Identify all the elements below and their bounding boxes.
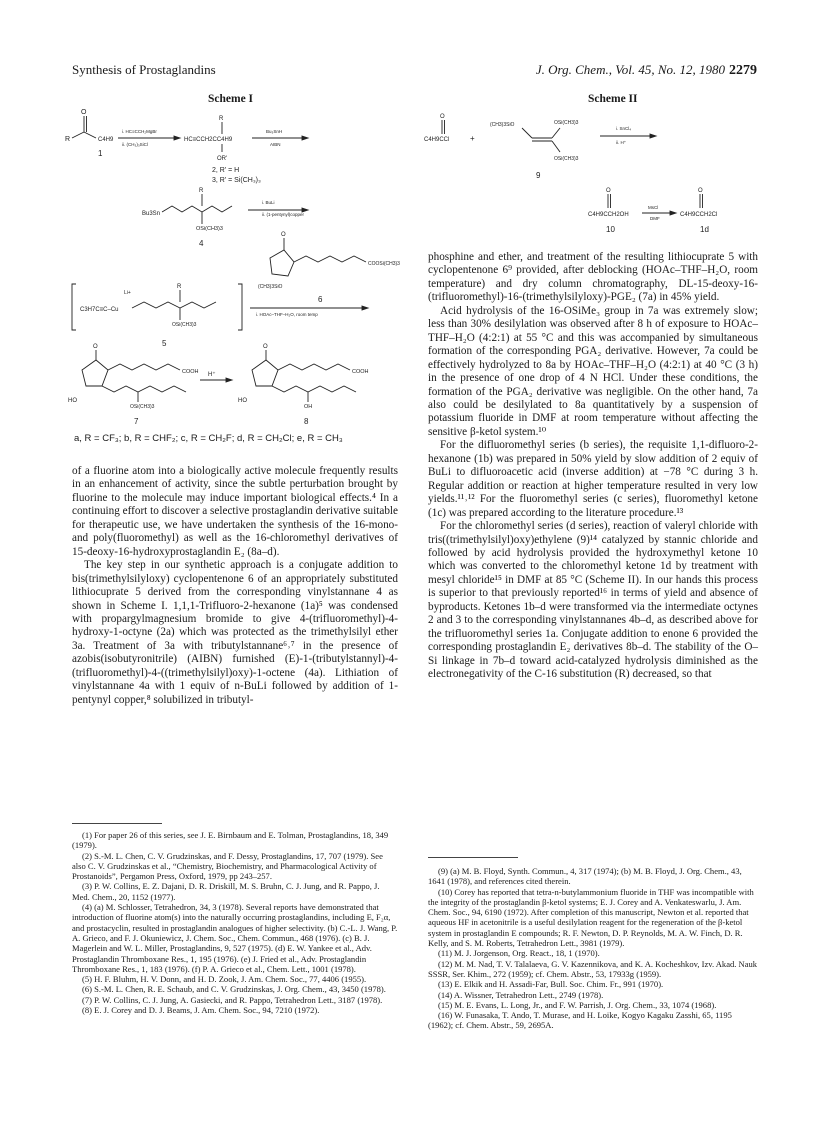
compound-4-structure (142, 188, 232, 232)
footnote-8: (8) E. J. Corey and D. J. Beams, J. Am. Chem. Soc., 94, 7210 (1972). (82, 1005, 320, 1016)
svg-text:O: O (263, 344, 268, 350)
scheme-1-reagent-1a: i. HC≡CCH₂MgBr (122, 129, 157, 134)
footnote-14: (14) A. Wissner, Tetrahedron Lett., 2749 (1978). (438, 989, 604, 1000)
svg-text:R: R (199, 188, 204, 194)
scheme-1-reagent-5: H⁺ (208, 372, 216, 378)
compound-10-structure (588, 188, 629, 218)
svg-text:O: O (698, 188, 703, 194)
compound-2-3-structure (184, 116, 233, 162)
scheme-1-diagram (62, 108, 422, 438)
svg-text:O: O (606, 188, 611, 194)
compound-6-structure (258, 232, 400, 290)
svg-text:HO: HO (238, 398, 247, 404)
compound-1-structure (65, 109, 114, 143)
compound-9-label: 9 (536, 171, 541, 180)
running-head-journal (536, 62, 757, 79)
footnotes-left (72, 830, 398, 1015)
compound-1-label: 1 (98, 149, 103, 158)
footnote-11: (11) M. J. Jorgenson, Org. React., 18, 1 (1970). (438, 948, 600, 959)
svg-text:R: R (219, 116, 224, 122)
svg-text:COOH: COOH (352, 369, 369, 375)
right-para-3: For the difluoromethyl series (b series), the requisite 1,1-difluoro-2-hexanone (1b) was prepared in 50% yield by slow addition of 2 equiv of BuLi to difluoroacetic acid (inverse addition) at −78 °C during 3 h. Regular addition or reaction at higher temperature resulted in very low yields.¹¹˒¹² For the fluoromethyl series (c series), fluoromethyl ketone (1c) was prepared according to the literature procedure.¹³ (428, 439, 758, 519)
footnote-2: (2) S.-M. L. Chen, C. V. Grudzinskas, and F. Dessy, Prostaglandins, 17, 707 (1979). See also C. V. Grudzinskas et al., “Chemistry, Biochemistry, and Pharmacological Activity of Prostanoids”, Pergamon Press, Oxford, 1979, pp 243–257. (72, 850, 383, 882)
footnote-5: (5) H. F. Bluhm, H. V. Donn, and H. D. Zook, J. Am. Chem. Soc., 77, 4406 (1955). (82, 974, 367, 985)
footnote-4: (4) (a) M. Schlosser, Tetrahedron, 34, 3 (1978). Several reports have demonstrated that introduction of fluorine atom(s) into the naturally occurring prostaglandins, including E, F₂α, and prostacyclin, resulted in prostaglandin analogues of higher selectivity. (b) C.-L. J. Wang, P. A. Grieco, and F. J. Okuniewicz, J. Chem. Soc., Chem. Commun., 468 (1976). (c) B. J. Magerlein and W. L. Miller, Prostaglandins, 9, 527 (1975). (d) E. W. Yankee et al., Adv. Prostaglandin Thromboxane Res., 1, 195 (1976). (e) J. Fried et al., Adv. Prostaglandin Thromboxane Res., 1, 183 (1976). (f) P. A. Grieco et al., Chem. Lett., 1001 (1978). (72, 902, 398, 974)
scheme-1-reagent-2a: Bu₃SnH (266, 129, 283, 134)
compound-7-label: 7 (134, 417, 139, 426)
compound-6-label: 6 (318, 295, 323, 304)
scheme-1-reagent-3b: ii. (1-pentynyl)copper (262, 212, 305, 217)
compound-5-label: 5 (162, 339, 167, 348)
svg-text:OSi(CH3)3: OSi(CH3)3 (554, 120, 579, 126)
scheme-1-reagent-2b: AIBN (270, 142, 281, 147)
footnote-9: (9) (a) M. B. Floyd, Synth. Commun., 4, 317 (1974); (b) M. B. Floyd, J. Org. Chem., 43, 1641 (1978), and references cited therein. (428, 866, 742, 887)
compound-1d-label: 1d (700, 225, 709, 234)
svg-text:HO: HO (68, 398, 77, 404)
svg-text:(CH3)3SiO: (CH3)3SiO (258, 284, 283, 290)
svg-text:R: R (177, 284, 182, 290)
scheme-1-reagent-1b: ii. (CH₃)₃SiCl (122, 142, 148, 147)
svg-text:OSi(CH3)3: OSi(CH3)3 (172, 322, 197, 328)
compound-9-structure (490, 120, 579, 162)
scheme-2-reagent-1a: i. SnCl₄ (616, 126, 632, 131)
footnotes-right (428, 866, 758, 1031)
scheme-2-reagent-2b: DMF (650, 216, 660, 221)
svg-text:C4H9: C4H9 (98, 137, 114, 143)
svg-text:C4H9CCl: C4H9CCl (424, 137, 450, 143)
right-para-2: Acid hydrolysis of the 16-OSiMe₃ group in 7a was extremely slow; less than 30% desilylation was observed after 8 h of exposure to HOAc–THF–H₂O (4:2:1) at 55 °C and this was accompanied by simultaneous formation of the corresponding PGA₂ derivative. However, 7a could be effectively hydrolyzed to 8a by HOAc–THF–H₂O (4:2:1) at 40 °C (3 h) in the presence of one drop of 4 N HCl. Under these conditions, the formation of the PGA₂ derivative was negligible. On the other hand, 7a also could be desilylated to 8a quantitatively by a suspension of potassium fluoride in DMF at room temperature without affecting the sensitive β-ketol system.¹⁰ (428, 304, 758, 438)
scheme-2-title: Scheme II (588, 93, 638, 105)
compound-1d-structure (680, 188, 717, 218)
svg-text:COOH: COOH (182, 369, 199, 375)
footnote-13: (13) E. Elkik and H. Assadi-Far, Bull. Soc. Chim. Fr., 991 (1970). (438, 979, 664, 990)
footnote-16: (16) W. Funasaka, T. Ando, T. Murase, and H. Loike, Kogyo Kagaku Zasshi, 65, 1195 (1962); cf. Chem. Abstr., 59, 2695A. (428, 1010, 732, 1031)
right-column-text (428, 251, 758, 682)
svg-text:OSi(CH3)3: OSi(CH3)3 (130, 404, 155, 410)
svg-text:C4H9CCH2OH: C4H9CCH2OH (588, 212, 629, 218)
footnote-3: (3) P. W. Collins, E. Z. Dajani, D. R. Driskill, M. S. Bruhn, C. J. Jung, and R. Pappo, J. Med. Chem., 20, 1152 (1977). (72, 881, 380, 902)
compound-3-label: 3, R' = Si(CH₃)₃ (212, 177, 261, 184)
footnote-12: (12) M. M. Nad, T. V. Talalaeva, G. V. Kazennikova, and K. A. Kocheshkov, Izv. Akad. Nauk SSSR, Ser. Khim., 272 (1959); cf. Chem. Abstr., 53, 17933g (1959). (428, 958, 758, 979)
running-head-title: Synthesis of Prostaglandins (72, 62, 216, 77)
svg-text:C3H7C≡C–Cu: C3H7C≡C–Cu (80, 307, 119, 313)
scheme-2-reagent-2a: MsCl (648, 205, 659, 210)
scheme-2-diagram (420, 108, 760, 248)
footnote-rule-right (428, 857, 518, 858)
scheme-1-title: Scheme I (208, 93, 254, 105)
left-para-2: The key step in our synthetic approach is a conjugate addition to bis(trimethylsilyloxy) cyclopentenone 6 of an appropriately substituted lithiocuprate 5 derived from the corresponding vinylstannane 4 as shown in Scheme I. 1,1,1-Trifluoro-2-hexanone (1a)⁵ was condensed with propargylmagnesium bromide to give 4-(trifluoromethyl)-4-hydroxy-1-octyne (2a) which was protected as the trimethylsilyl ether 3a. Treatment of 3a with tributylstannane⁶˒⁷ in the presence of azobis(isobutyronitrile) (AIBN) furnished (E)-1-(tributylstannyl)-4-(trifluoromethyl)-4-((trimethylsilyl)oxy)-1-octene (4a). Lithiation of vinylstannane 4a with 1 equiv of n-BuLi followed by addition of 1-pentynyl copper,⁸ solubilized in tributyl- (72, 559, 398, 706)
footnote-10: (10) Corey has reported that tetra-n-butylammonium fluoride in THF was incompatible with the integrity of the prostaglandin β-ketol systems; E. J. Corey and A. Venkateswarlu, J. Am. Chem. Soc., 94, 6190 (1972). After completion of this manuscript, Newton et al. reported that aqueous HF in acetonitrile is a useful desilylation reagent for the regeneration of the β-ketol system in prostaglandin E compounds; R. F. Newton, D. P. Reynolds, M. A. W. Finch, D. R. Kelly, and S. M. Roberts, Tetrahedron Lett., 3981 (1979). (428, 886, 754, 949)
svg-text:OH: OH (304, 404, 313, 410)
compound-2-label: 2, R' = H (212, 167, 240, 174)
valeryl-chloride-structure (424, 114, 475, 143)
svg-text:Bu3Sn: Bu3Sn (142, 211, 161, 217)
footnote-15: (15) M. E. Evans, L. Long, Jr., and F. W. Parrish, J. Org. Chem., 33, 1074 (1968). (438, 999, 717, 1010)
right-para-1: phosphine and ether, and treatment of the resulting lithiocuprate 5 with cyclopentenone 6⁹ provided, after deblocking (HOAc–THF–H₂O, room temperature) and dry column chromatography, DL-15-deoxy-16-(trifluoromethyl)-16-(trimethylsilyloxy)-PGE₂ (7a) in 45% yield. (428, 251, 758, 304)
svg-text:R: R (65, 136, 71, 143)
footnote-rule-left (72, 823, 162, 824)
right-para-4: For the chloromethyl series (d series), reaction of valeryl chloride with tris((trimethylsilyl)oxy)ethylene (9)¹⁴ catalyzed by stannic chloride and followed by acid hydrolysis provided the hydroxymethyl ketone 10 which was converted to the chloromethyl ketone 1d by treatment with mesyl chloride¹⁵ in DMF at 85 °C (Scheme II). In our hands this process is superior to that previously reported¹⁶ in terms of yield and absence of byproducts. Ketones 1b–d were transformed via the intermediate octynes 2 and 3 to the corresponding vinylstannanes 4b–d, as described above for the trifluoromethyl series 1a. Conjugate addition to enone 6 provided the corresponding prostaglandin E₂ derivatives 8b–d. The stability of the O–Si linkage in 7b–d toward acid-catalyzed hydrolysis diminished as the electronegativity of the C-16 substitution (R) decreased, so that (428, 520, 758, 681)
svg-text:COOSi(CH3)3: COOSi(CH3)3 (368, 261, 400, 267)
svg-text:O: O (93, 344, 98, 350)
svg-text:C4H9CCH2Cl: C4H9CCH2Cl (680, 212, 718, 218)
svg-text:(CH3)3SiO: (CH3)3SiO (490, 122, 515, 128)
svg-text:O: O (81, 109, 87, 116)
compound-5-structure (72, 284, 242, 330)
svg-text:Li+: Li+ (124, 290, 131, 296)
compound-4-label: 4 (199, 239, 204, 248)
footnote-7: (7) P. W. Collins, C. J. Jung, A. Gasiecki, and R. Pappo, Tetrahedron Lett., 3187 (1978). (82, 994, 383, 1005)
footnote-6: (6) S.-M. L. Chen, R. E. Schaub, and C. V. Grudzinskas, J. Org. Chem., 43, 3450 (1978). (82, 984, 386, 995)
journal-citation: J. Org. Chem., Vol. 45, No. 12, 1980 (535, 62, 725, 77)
compound-8-structure (238, 344, 369, 410)
page-number: 2279 (729, 63, 757, 78)
scheme-1-caption: a, R = CF₃; b, R = CHF₂; c, R = CH₂F; d, R = CH₂Cl; e, R = CH₃ (74, 433, 343, 444)
scheme-1-reagent-3a: i. BuLi (262, 200, 275, 205)
svg-text:HC≡CCH2CC4H9: HC≡CCH2CC4H9 (184, 137, 233, 143)
scheme-1-reagent-4: i. HOAc–THF–H₂O, room temp (256, 312, 318, 317)
footnote-1: (1) For paper 26 of this series, see J. E. Birnbaum and E. Tolman, Prostaglandins, 18, 349 (1979). (72, 830, 389, 851)
svg-text:OR': OR' (217, 156, 228, 162)
left-para-1: of a fluorine atom into a biologically active molecule frequently results in an enhancement of activity, since the subtle perturbation brought by fluorine to the molecule may induce important biological effects.⁴ In a continuing effort to discover a selective prostaglandin derivative suitable for therapeutic use, we have undertaken the synthesis of the 16-mono- and poly(fluoromethyl) as well as the 16-chloromethyl derivatives of 15-deoxy-16-hydroxyprostaglandin E₂ (8a–d). (72, 465, 398, 558)
svg-text:OSi(CH3)3: OSi(CH3)3 (554, 156, 579, 162)
compound-8-label: 8 (304, 417, 309, 426)
compound-7-structure (68, 344, 199, 410)
svg-text:O: O (281, 232, 286, 238)
svg-text:O: O (440, 114, 445, 120)
scheme-2-reagent-1b: ii. H⁺ (616, 140, 627, 145)
compound-10-label: 10 (606, 225, 615, 234)
svg-text:+: + (470, 134, 475, 143)
svg-text:OSi(CH3)3: OSi(CH3)3 (196, 226, 223, 232)
left-column-text (72, 465, 398, 707)
